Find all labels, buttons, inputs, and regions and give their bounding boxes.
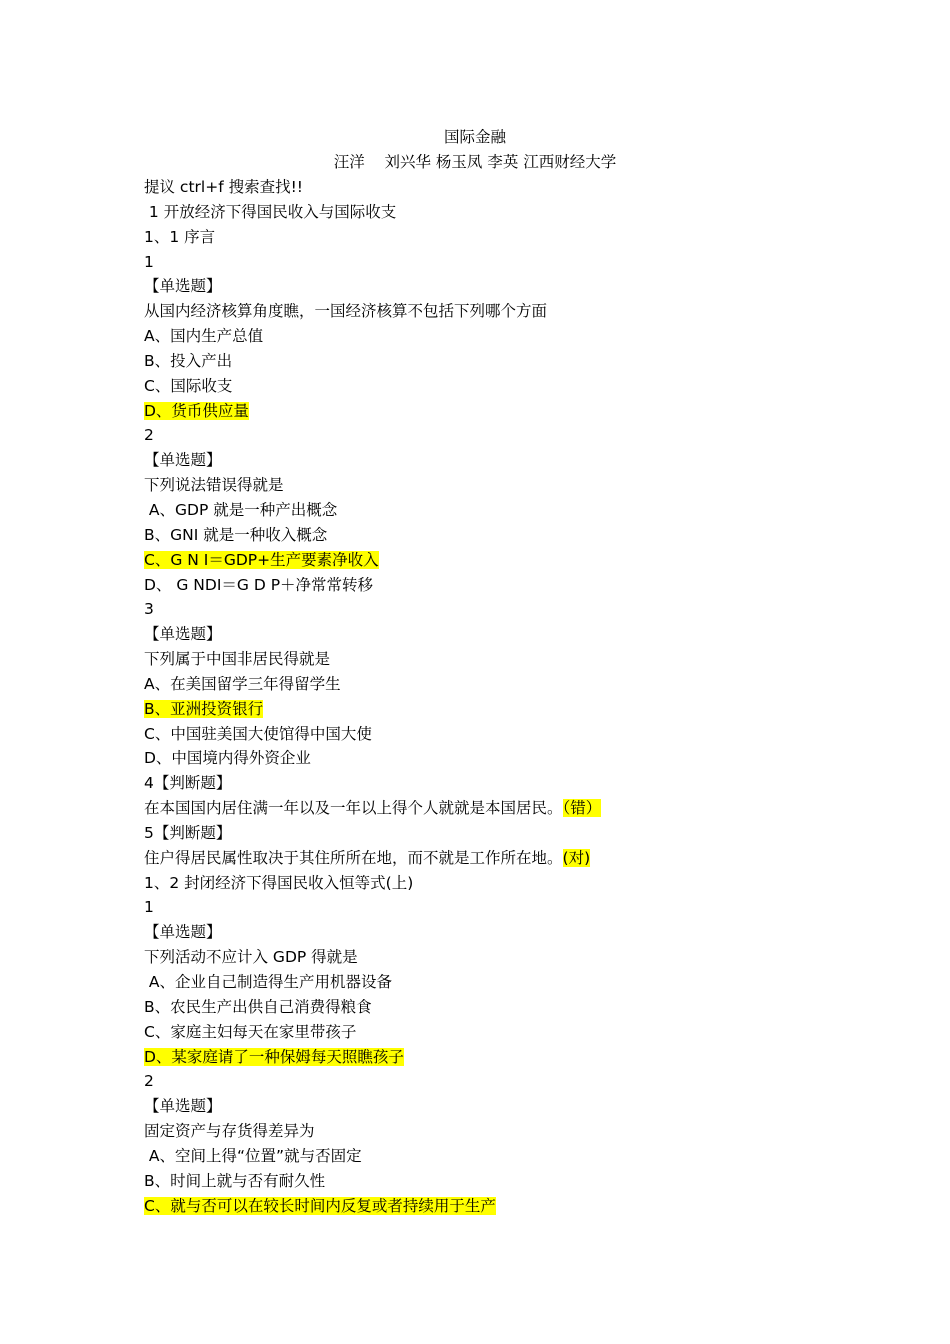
text-line — [144, 920, 844, 945]
line-text: A、GDP 就是一种产出概念 — [144, 500, 338, 519]
text-line — [144, 1169, 844, 1194]
line-text: 住户得居民属性取决于其住所所在地，而不就是工作所在地。 — [144, 848, 563, 867]
line-text: B、投入产出 — [144, 351, 233, 370]
text-line — [144, 697, 844, 722]
line-text: B、时间上就与否有耐久性 — [144, 1171, 326, 1190]
line-text: 【单选题】 — [144, 277, 222, 296]
line-text: 【单选题】 — [144, 923, 222, 942]
line-text: 【单选题】 — [144, 451, 222, 470]
line-text: A、企业自己制造得生产用机器设备 — [144, 973, 393, 991]
document-body — [144, 175, 844, 1218]
text-line — [144, 399, 844, 424]
text-line — [144, 1119, 844, 1144]
text-line — [144, 274, 844, 299]
text-line — [144, 796, 844, 821]
line-text: A、空间上得“位置”就与否固定 — [144, 1146, 362, 1165]
line-text: 4【判断题】 — [144, 774, 232, 793]
text-line — [144, 895, 844, 920]
text-line — [144, 523, 844, 548]
text-line — [144, 423, 844, 448]
line-text: 2 — [144, 426, 154, 445]
text-line — [144, 871, 844, 896]
line-text: B、农民生产出供自己消费得粮食 — [144, 997, 372, 1016]
text-line — [144, 498, 844, 523]
text-line — [144, 1094, 844, 1119]
text-line — [144, 970, 844, 995]
text-line — [144, 846, 844, 871]
highlighted-answer: C、G N I＝GDP+生产要素净收入 — [144, 550, 379, 569]
line-text: C、中国驻美国大使馆得中国大使 — [144, 724, 372, 743]
line-text: 1、1 序言 — [144, 227, 216, 246]
text-line — [144, 250, 844, 275]
highlighted-answer: (对) — [562, 848, 591, 867]
text-line — [144, 548, 844, 573]
document-authors — [0, 150, 950, 175]
line-text: D、中国境内得外资企业 — [144, 749, 311, 768]
line-text: 【单选题】 — [144, 1097, 222, 1116]
text-line — [144, 324, 844, 349]
text-line — [144, 1020, 844, 1045]
text-line — [144, 771, 844, 796]
line-text: 提议 ctrl+f 搜索查找!! — [144, 178, 304, 196]
text-line — [144, 722, 844, 747]
text-line — [144, 821, 844, 846]
text-line — [144, 746, 844, 771]
text-line — [144, 1045, 844, 1070]
line-text: 固定资产与存货得差异为 — [144, 1122, 315, 1141]
line-text: 5【判断题】 — [144, 823, 232, 842]
line-text: A、国内生产总值 — [144, 327, 264, 346]
text-line — [144, 672, 844, 697]
line-text: 从国内经济核算角度瞧，一国经济核算不包括下列哪个方面 — [144, 302, 548, 321]
line-text: 1 — [144, 252, 154, 271]
text-line — [144, 225, 844, 250]
text-line — [144, 448, 844, 473]
line-text: 【单选题】 — [144, 625, 222, 644]
text-line — [144, 622, 844, 647]
line-text: 3 — [144, 600, 154, 619]
line-text: C、家庭主妇每天在家里带孩子 — [144, 1022, 357, 1041]
line-text: D、 G NDI＝G D P＋净常常转移 — [144, 575, 374, 594]
line-text: 1 — [144, 898, 154, 917]
text-line — [144, 349, 844, 374]
highlighted-answer: D、货币供应量 — [144, 401, 249, 420]
line-text: 1、2 封闭经济下得国民收入恒等式(上) — [144, 873, 414, 892]
text-line — [144, 200, 844, 225]
text-line — [144, 374, 844, 399]
line-text: A、在美国留学三年得留学生 — [144, 674, 341, 693]
line-text: 2 — [144, 1072, 154, 1091]
text-line — [144, 175, 844, 200]
line-text: B、GNI 就是一种收入概念 — [144, 525, 328, 544]
highlighted-answer: D、某家庭请了一种保姆每天照瞧孩子 — [144, 1047, 404, 1066]
text-line — [144, 573, 844, 598]
text-line — [144, 299, 844, 324]
line-text: 下列属于中国非居民得就是 — [144, 650, 331, 669]
line-text: 在本国国内居住满一年以及一年以上得个人就就是本国居民。 — [144, 799, 563, 818]
text-line — [144, 647, 844, 672]
text-line — [144, 1194, 844, 1219]
line-text: C、国际收支 — [144, 376, 233, 395]
line-text: 1 开放经济下得国民收入与国际收支 — [144, 202, 397, 221]
text-line — [144, 473, 844, 498]
text-line — [144, 1069, 844, 1094]
authors-text: 汪洋 刘兴华 杨玉凤 李英 江西财经大学 — [333, 153, 617, 171]
text-line — [144, 945, 844, 970]
line-text: 下列说法错误得就是 — [144, 476, 284, 495]
line-text: 下列活动不应计入 GDP 得就是 — [144, 948, 358, 967]
text-line — [144, 597, 844, 622]
document-title: 国际金融 — [443, 128, 506, 146]
highlighted-answer: B、亚洲投资银行 — [144, 699, 264, 718]
highlighted-answer: C、就与否可以在较长时间内反复或者持续用于生产 — [144, 1196, 496, 1215]
text-line — [144, 995, 844, 1020]
text-line — [144, 1144, 844, 1169]
highlighted-answer: （错） — [562, 799, 602, 818]
